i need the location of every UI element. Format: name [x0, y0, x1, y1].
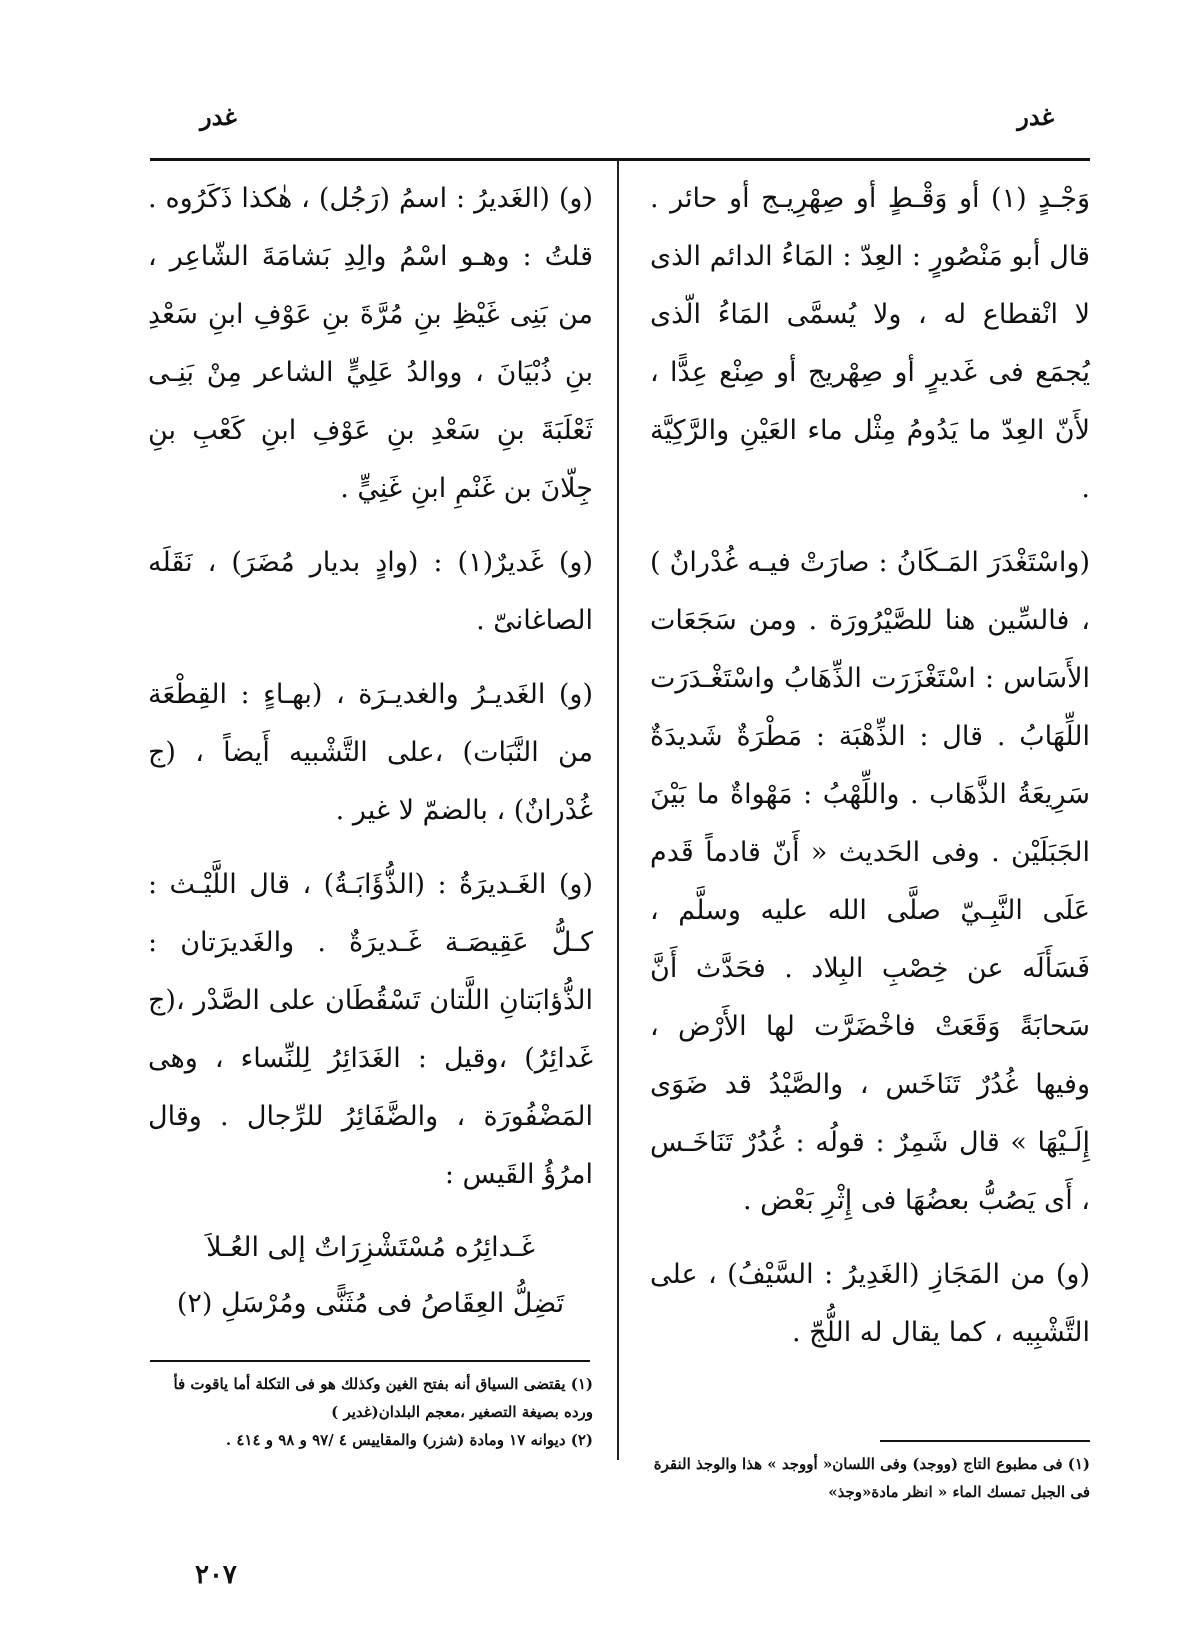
- entry-paragraph: (و) (الغَديرُ : اسمُ (رَجُل) ، هٰكذا ذَكَرُوه . قلتُ : وهـو اسْمُ والِدِ بَشامَةَ الشّاعِر ، من بَنِى غَيْظِ بنِ مُرَّةَ بنِ عَوْفِ ابنِ سَعْدِ بنِ ذُبْيَانَ ، ووالدُ عَلِيٍّ الشاعر مِنْ بَنِـى ثَعْلَبَةَ بنِ سَعْدِ بنِ عَوْفِ ابنِ كَعْبِ بنِ جِلّانَ بن غَنْمِ ابنِ غَنِيٍّ .: [148, 183, 593, 504]
- entry-paragraph: (واسْتَغْدَرَ المَـكَانُ : صارَتْ فيـه غُدْرانٌ ) ، فالسِّين هنا للصَّيْرُورَة . ومن سَجَعَات الأَسَاس : اسْتَغْزَرَت الذِّهَابُ واسْتَغْـدَرَت اللِّهَابُ . قال : الذِّهْبَة : مَطْرَةٌ شَديدَةٌ سَرِيعَةُ الذَّهَاب . واللِّهْبُ : مَهْواةٌ ما بَيْنَ الجَبَلَيْن . وفى الحَديث « أَنّ قادماً قَدم عَلَى النَّبِـيّ صلَّى الله عليه وسلَّم ، فَسَأَلَه عن خِصْبِ البِلاد . فحَدَّث أَنَّ سَحابَةً وَقَعَتْ فاخْضَرَّت لها الأَرْض ، وفيها غُدُرٌ تَنَاخَس ، والصَّيْدُ قد ضَوَى إِلَـيْهَا » قال شَمِرٌ : قولُه : غُدُرٌ تَنَاخَـس ، أَى يَصُبُّ بعضُهَا فى إِثْرِ بَعْض .: [650, 547, 1090, 1216]
- entry-paragraph: (و) غَديرٌ(١) : (وادٍ بديار مُضَرَ) ، نَقَلَه الصاغانىّ .: [148, 547, 593, 636]
- left-column: [148, 170, 593, 1332]
- footnote-rule-left: [150, 1360, 590, 1362]
- footnotes-left: [148, 1370, 593, 1454]
- poetry-verse: [148, 1220, 593, 1332]
- entry-paragraph: وَجْـدٍ (١) أو وَقْـطٍ أو صِهْرِيـج أو حائر . قال أبو مَنْصُورٍ : العِدّ : المَاءُ الدائم الذى لا انْقطاع له ، ولا يُسمَّى المَاءُ الّذى يُجمَع فى غَديرٍ أو صِهْريج أو صِنْع عِدًّا ، لأَنّ العِدّ ما يَدُومُ مِثْل ماء العَيْنِ والرَّكِيَّة .: [650, 183, 1090, 504]
- entry-paragraph: (و) الغَـديرَةُ : (الذُّؤَابَـةُ) ، قال اللَّيْـث : كـلُّ عَقِيصَـة غَـديرَةٌ . والغَديرَتان : الذُّؤابَتانِ اللَّتان تَسْقُطَان على الصَّدْر ،(ج غَدائِرُ) ،وقيل : الغَدَائِرُ لِلنِّساء ، وهى المَضْفُورَة ، والضَّفَائِرُ للرِّجال . وقال امرُؤُ القَيس :: [148, 869, 593, 1190]
- entry-paragraph: (و) الغَديـرُ والغديـرَة ، (بهـاءٍ : القِطْعَة من النَّبَات) ،على التَّشْبيه أَيضاً ، (ج غُدْرانٌ) ، بالضمّ لا غير .: [148, 679, 593, 826]
- verse-line: غَـدائِرُه مُسْتَشْزِرَاتٌ إلى العُـلاَ: [206, 1232, 535, 1263]
- running-head-right: غدر: [1017, 102, 1054, 131]
- page-number: ٢٠٧: [195, 1560, 237, 1590]
- footnotes-right: [650, 1450, 1090, 1506]
- verse-line: تَضِلُّ العِقَاصُ فى مُثَنًّى ومُرْسَلِ (٢): [176, 1288, 565, 1319]
- header-rule: [150, 158, 1090, 161]
- right-column: [650, 170, 1090, 1362]
- footnote: (٢) ديوانه ١٧ ومادة (شزر) والمقاييس ٤ /٩٧ و ٩٨ و ٤١٤ .: [225, 1431, 593, 1449]
- footnote-rule-right: [880, 1440, 1090, 1442]
- footnote: (١) يقتضى السياق أنه بفتح الغين وكذلك هو فى التكلة أما ياقوت فأ ورده بصيغة التصغير ،معجم البلدان(غدير ): [173, 1375, 593, 1421]
- column-divider: [617, 160, 619, 1460]
- footnote: (١) فى مطبوع التاج (ووجد) وفى اللسان« أووجد » هذا والوجذ النقرة فى الجبل تمسك الماء « انظر مادة«وجذ»: [653, 1455, 1090, 1501]
- running-head-left: غدر: [200, 102, 237, 131]
- entry-paragraph: (و) من المَجَازِ (الغَدِيرُ : السَّيْفُ) ، على التَّشْبِيه ، كما يقال له اللُّجّ .: [650, 1259, 1090, 1348]
